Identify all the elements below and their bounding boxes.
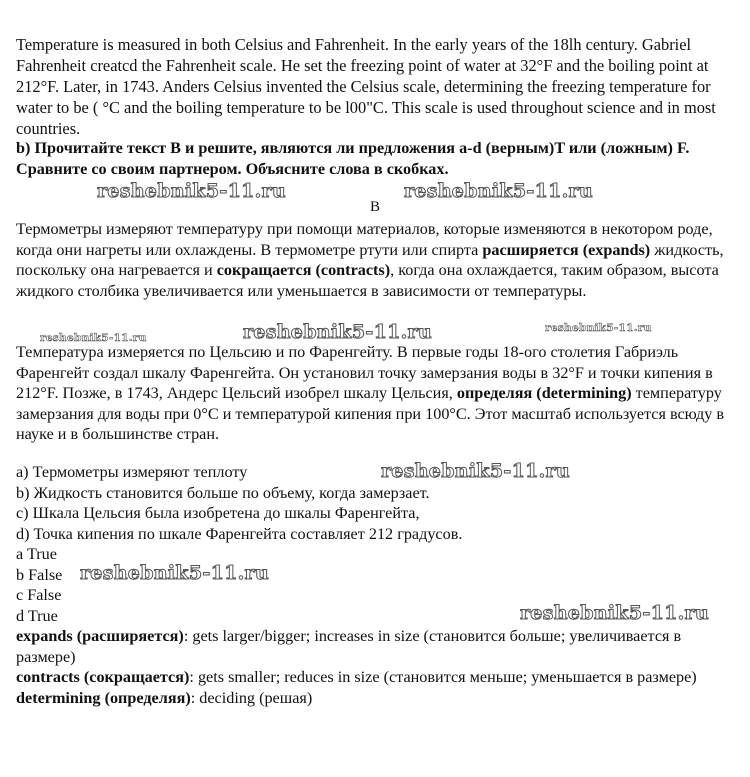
watermark-4: reshebnik5-11.ru [243, 321, 432, 343]
ru-paragraph-1-block [16, 219, 738, 301]
task-b-instruction: b) Прочитайте текст B и решите, являются ли предложения a-d (верным)T или (ложным) F. Сравните со своим партнером. Объясните слова в скобках. [16, 139, 690, 178]
term-contracts: сокращается (contracts) [216, 261, 391, 280]
watermark-5: reshebnik5-11.ru [545, 322, 652, 334]
glossary-item-contracts: contracts (сокращается): gets smaller; reduces in size (становится меньше; уменьшается в размере) [16, 668, 697, 687]
section-label-b: B [369, 199, 380, 215]
ru-paragraph-2: Температура измеряется по Цельсию и по Фаренгейту. В первые годы 18-ого столетия Габриэль Фаренгейт создал шкалу Фаренгейта. Он установил точку замерзания воды в 32°F и точки кипения в 212°F. Позже, в 1743, Андерс Цельсий изобрел шкалу Цельсия, определяя (determining) температуру замерзания для воды при 0°C и температурой кипения при 100°C. Этот масштаб используется всюду в науке и в большинстве стран. [16, 343, 724, 444]
statement-c: c) Шкала Цельсия была изобретена до шкалы Фаренгейта, [16, 504, 420, 522]
term-determining: определяя (determining) [456, 384, 632, 403]
watermark-1: reshebnik5-11.ru [97, 180, 286, 202]
answer-a: a True [16, 545, 57, 563]
statement-a: a) Термометры измеряют теплоту [16, 463, 248, 481]
english-paragraph-block [16, 34, 738, 139]
watermark-8: reshebnik5-11.ru [520, 602, 709, 624]
term-expands: расширяется (expands) [482, 240, 651, 259]
ru-paragraph-2-block [16, 342, 738, 445]
answer-b: b False [16, 565, 63, 584]
glossary [16, 626, 738, 708]
ru-paragraph-1: Термометры измеряют температуру при помощи материалов, которые изменяются в некотором роде, когда они нагреты или охлаждены. В термометре ртути или спирта расширяется (expands) жидкость, поскольку она нагревается и сокращается (contracts), когда она охлаждается, таким образом, высота жидкого столбика увеличивается или уменьшается в зависимости от температуры. [16, 220, 724, 300]
answer-d: d True [16, 606, 58, 625]
watermark-2: reshebnik5-11.ru [404, 180, 593, 202]
watermark-3: reshebnik5-11.ru [40, 332, 147, 344]
glossary-item-expands: expands (расширяется): gets larger/bigger; increases in size (становится больше; увеличивается в размере) [16, 627, 682, 666]
statement-d: d) Точка кипения по шкале Фаренгейта составляет 212 градусов. [16, 524, 463, 543]
glossary-item-determining: determining (определяя): deciding (решая) [16, 688, 313, 707]
statement-b: b) Жидкость становится больше по объему, когда замерзает. [16, 483, 430, 502]
task-b-block [16, 138, 738, 180]
watermark-6: reshebnik5-11.ru [381, 460, 570, 482]
answer-c: c False [16, 586, 62, 604]
watermark-7: reshebnik5-11.ru [80, 562, 269, 584]
english-paragraph: Temperature is measured in both Celsius and Fahrenheit. In the early years of the 18lh century. Gabriel Fahrenheit creatcd the Fahrenheit scale. He set the freezing point of water at 32°F and the boiling point at 212°F. Later, in 1743. Anders Celsius invented the Celsius scale, determining the freezing temperature for water to be ( °C and the boiling temperature to be l00"C. This scale is used throughout science and in most countries. [16, 35, 716, 138]
